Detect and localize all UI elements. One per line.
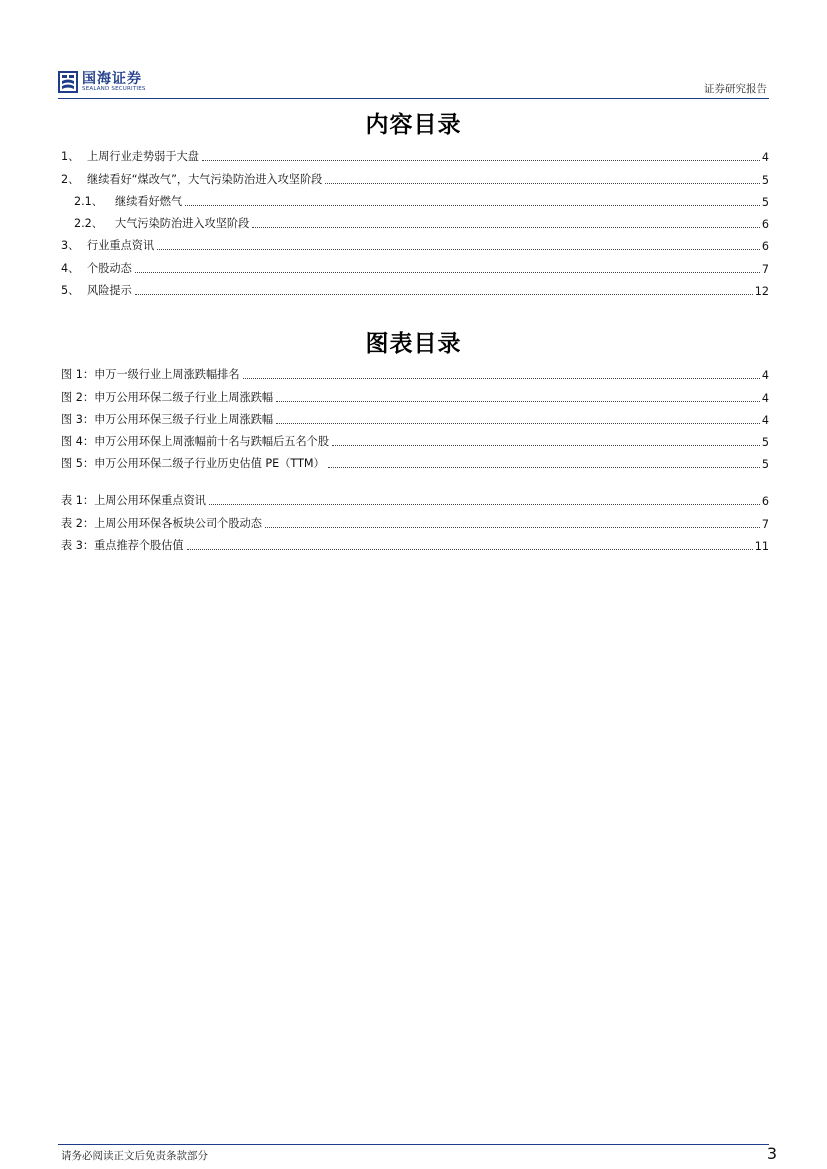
logo-chinese-name: 国海证券 bbox=[82, 70, 142, 87]
sealand-logo-icon bbox=[58, 71, 78, 93]
figure-entry-page: 5 bbox=[761, 436, 769, 450]
report-type-label: 证券研究报告 bbox=[704, 83, 767, 95]
leader-dots bbox=[276, 422, 760, 424]
toc-entry-page: 5 bbox=[761, 195, 769, 209]
leader-dots bbox=[157, 248, 760, 250]
toc-entry-text: 继续看好“煤改气”，大气污染防治进入攻坚阶段 bbox=[87, 172, 323, 186]
toc-entry-text: 大气污染防治进入攻坚阶段 bbox=[115, 217, 250, 231]
toc-subentry[interactable] bbox=[61, 187, 769, 209]
figure-label: 图 4： bbox=[61, 435, 95, 449]
leader-dots bbox=[332, 444, 760, 446]
toc-entry-page: 6 bbox=[761, 240, 769, 254]
figure-label: 图 5： bbox=[61, 457, 95, 471]
figure-entry[interactable] bbox=[61, 449, 769, 471]
figure-entry-page: 5 bbox=[761, 458, 769, 472]
contents-title: 内容目录 bbox=[365, 111, 462, 138]
figure-entry-text: 申万公用环保上周涨幅前十名与跌幅后五名个股 bbox=[94, 435, 330, 449]
leader-dots bbox=[209, 503, 760, 505]
table-list bbox=[61, 486, 769, 553]
figure-label: 图 3： bbox=[61, 412, 95, 426]
leader-dots bbox=[135, 293, 753, 295]
figure-entry[interactable] bbox=[61, 427, 769, 449]
page-number: 3 bbox=[766, 1144, 777, 1163]
figure-entry-text: 申万公用环保二级子行业历史估值 PE（TTM） bbox=[94, 457, 325, 471]
toc-entry-text: 个股动态 bbox=[87, 261, 132, 275]
table-entry[interactable] bbox=[61, 508, 769, 530]
contents-list bbox=[61, 142, 769, 298]
toc-entry[interactable] bbox=[61, 142, 769, 164]
toc-entry-page: 5 bbox=[761, 173, 769, 187]
table-entry[interactable] bbox=[61, 486, 769, 508]
leader-dots bbox=[185, 204, 760, 206]
figure-entry-text: 申万公用环保二级子行业上周涨跌幅 bbox=[94, 390, 274, 404]
table-entry-page: 6 bbox=[761, 495, 769, 509]
figure-entry-text: 申万一级行业上周涨跌幅排名 bbox=[94, 368, 240, 382]
table-label: 表 2： bbox=[61, 516, 95, 530]
footer-divider bbox=[58, 1144, 769, 1145]
footer-disclaimer: 请务必阅读正文后免责条款部分 bbox=[61, 1150, 208, 1162]
table-label: 表 1： bbox=[61, 494, 95, 508]
toc-entry-number: 3、 bbox=[61, 239, 80, 253]
leader-dots bbox=[325, 182, 760, 184]
logo-english-name: SEALAND SECURITIES bbox=[82, 85, 146, 92]
leader-dots bbox=[265, 526, 760, 528]
leader-dots bbox=[252, 226, 760, 228]
toc-entry-number: 4、 bbox=[61, 261, 80, 275]
table-entry[interactable] bbox=[61, 531, 769, 553]
figure-entry-page: 4 bbox=[761, 413, 769, 427]
toc-entry-number: 2.2、 bbox=[74, 217, 103, 231]
figure-list bbox=[61, 360, 769, 471]
leader-dots bbox=[328, 466, 760, 468]
toc-entry-number: 2.1、 bbox=[74, 194, 103, 208]
toc-entry[interactable] bbox=[61, 231, 769, 253]
table-entry-page: 7 bbox=[761, 517, 769, 531]
table-entry-text: 上周公用环保各板块公司个股动态 bbox=[94, 516, 262, 530]
leader-dots bbox=[276, 400, 760, 402]
toc-entry-page: 4 bbox=[761, 151, 769, 165]
leader-dots bbox=[243, 377, 760, 379]
toc-entry-page: 12 bbox=[754, 285, 769, 299]
toc-entry[interactable] bbox=[61, 164, 769, 186]
toc-entry[interactable] bbox=[61, 276, 769, 298]
toc-entry-number: 5、 bbox=[61, 284, 80, 298]
figure-entry[interactable] bbox=[61, 360, 769, 382]
toc-entry-page: 6 bbox=[761, 218, 769, 232]
page-header bbox=[58, 70, 769, 99]
toc-entry-text: 继续看好燃气 bbox=[115, 194, 183, 208]
leader-dots bbox=[202, 159, 760, 161]
leader-dots bbox=[135, 271, 760, 273]
figure-entry[interactable] bbox=[61, 405, 769, 427]
toc-entry[interactable] bbox=[61, 253, 769, 275]
figures-title: 图表目录 bbox=[365, 330, 462, 357]
toc-subentry[interactable] bbox=[61, 209, 769, 231]
table-label: 表 3： bbox=[61, 538, 95, 552]
figure-entry-text: 申万公用环保三级子行业上周涨跌幅 bbox=[94, 412, 274, 426]
toc-entry-text: 风险提示 bbox=[87, 284, 132, 298]
table-entry-page: 11 bbox=[754, 539, 769, 553]
figure-entry[interactable] bbox=[61, 382, 769, 404]
toc-entry-number: 1、 bbox=[61, 150, 80, 164]
figure-entry-page: 4 bbox=[761, 391, 769, 405]
toc-entry-text: 上周行业走势弱于大盘 bbox=[87, 150, 199, 164]
leader-dots bbox=[187, 548, 753, 550]
figure-entry-page: 4 bbox=[761, 369, 769, 383]
company-logo bbox=[58, 70, 146, 94]
toc-entry-text: 行业重点资讯 bbox=[87, 239, 155, 253]
table-entry-text: 重点推荐个股估值 bbox=[94, 538, 184, 552]
toc-entry-number: 2、 bbox=[61, 172, 80, 186]
toc-entry-page: 7 bbox=[761, 262, 769, 276]
figure-label: 图 2： bbox=[61, 390, 95, 404]
figure-label: 图 1： bbox=[61, 368, 95, 382]
table-entry-text: 上周公用环保重点资讯 bbox=[94, 494, 206, 508]
